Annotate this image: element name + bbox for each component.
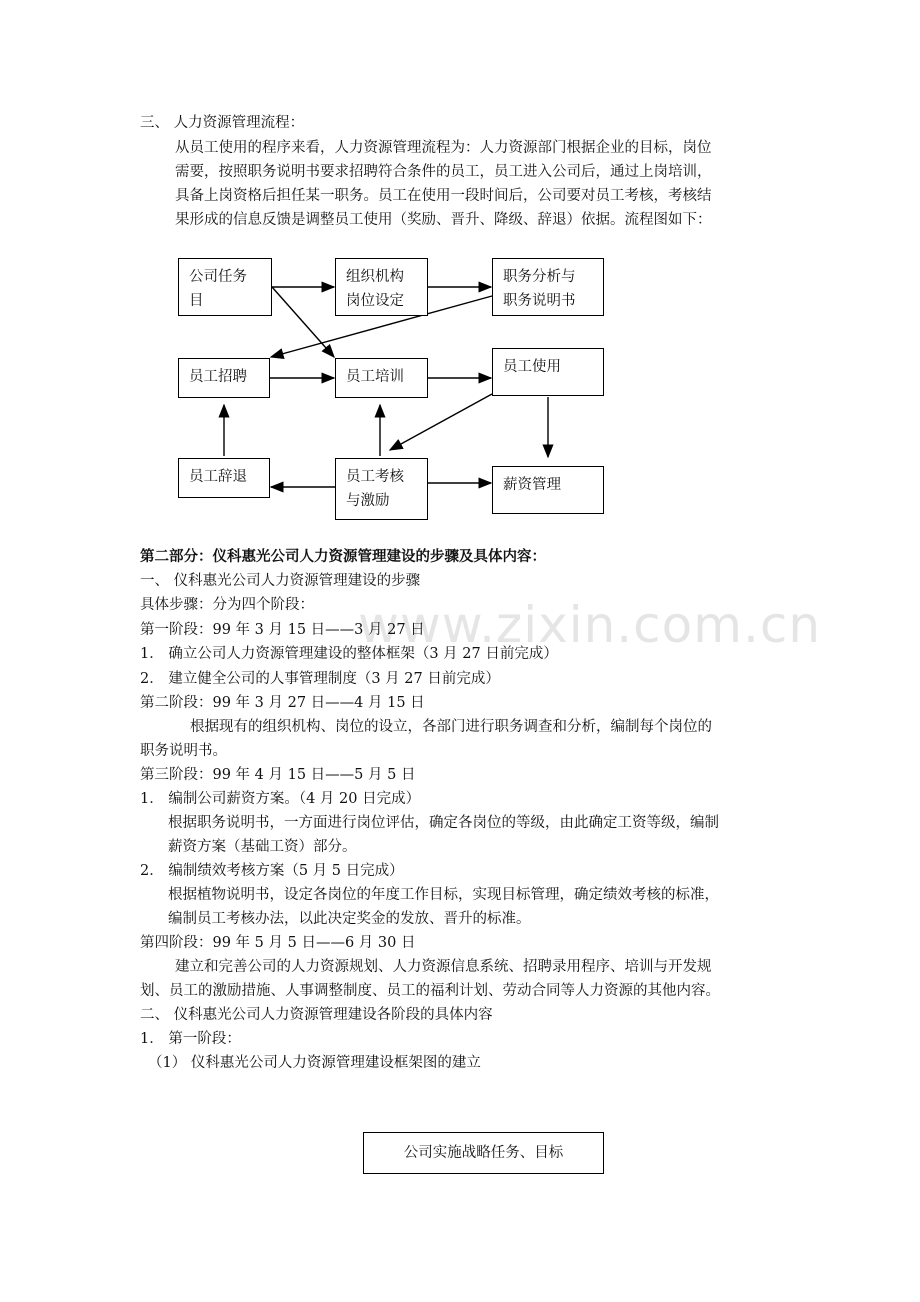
framework-box-strategy [363, 1132, 604, 1174]
text-line: 根据植物说明书，设定各岗位的年度工作目标，实现目标管理，确定绩效考核的标准， [168, 887, 719, 903]
text-line: 第三阶段：99 年 4 月 15 日——5 月 5 日 [140, 767, 416, 783]
flow-box-org-structure [335, 258, 428, 316]
flow-box-training [335, 358, 428, 398]
flow-box-recruit [178, 358, 270, 398]
box-line: 职务说明书 [503, 293, 576, 309]
flow-box-appraisal [335, 458, 428, 520]
box-line: 员工考核 [346, 469, 404, 485]
flow-box-company-task [178, 258, 272, 316]
text-line: 根据职务说明书，一方面进行岗位评估，确定各岗位的等级，由此确定工资等级，编制 [168, 815, 719, 831]
text-line: 职务说明书。 [140, 743, 227, 759]
box-line: 公司任务 [189, 269, 247, 285]
paragraph-line: 具备上岗资格后担任某一职务。员工在使用一段时间后，公司要对员工考核，考核结 [175, 188, 712, 204]
flow-box-usage [492, 348, 604, 396]
paragraph-line: 果形成的信息反馈是调整员工使用（奖励、晋升、降级、辞退）依据。流程图如下： [175, 212, 712, 228]
arrow [390, 394, 492, 450]
text-line: 1． 编制公司薪资方案。（4 月 20 日完成） [140, 791, 421, 807]
text-line: （1） 仪科惠光公司人力资源管理建设框架图的建立 [148, 1055, 481, 1071]
part-title: 第二部分：仪科惠光公司人力资源管理建设的步骤及具体内容： [140, 549, 546, 565]
box-line: 组织机构 [346, 269, 404, 285]
box-line: 员工招聘 [189, 369, 247, 385]
text-line: 编制员工考核办法，以此决定奖金的发放、晋升的标准。 [168, 911, 531, 927]
text-line: 建立和完善公司的人力资源规划、人力资源信息系统、招聘录用程序、培训与开发规 [175, 959, 712, 975]
box-line: 员工使用 [503, 359, 561, 375]
text-line: 2． 建立健全公司的人事管理制度（3 月 27 日前完成） [140, 671, 500, 687]
section-heading: 三、 人力资源管理流程： [140, 115, 305, 131]
box-line: 目 [189, 293, 204, 309]
text-line: 1． 第一阶段： [140, 1031, 241, 1047]
flow-box-dismissal [178, 458, 270, 498]
text-line: 第一阶段：99 年 3 月 15 日——3 月 27 日 [140, 622, 425, 638]
box-line: 岗位设定 [346, 293, 404, 309]
text-line: 具体步骤：分为四个阶段： [140, 597, 314, 613]
text-line: 划、员工的激励措施、人事调整制度、员工的福利计划、劳动合同等人力资源的其他内容。 [140, 983, 720, 999]
flow-box-job-analysis [492, 258, 604, 316]
text-line: 第四阶段：99 年 5 月 5 日——6 月 30 日 [140, 935, 416, 951]
paragraph-line: 从员工使用的程序来看，人力资源管理流程为：人力资源部门根据企业的目标，岗位 [175, 140, 712, 156]
text-line: 第二阶段：99 年 3 月 27 日——4 月 15 日 [140, 695, 425, 711]
text-line: 1． 确立公司人力资源管理建设的整体框架（3 月 27 日前完成） [140, 646, 558, 662]
box-line: 与激励 [346, 493, 390, 509]
text-line: 2． 编制绩效考核方案（5 月 5 日完成） [140, 863, 404, 879]
watermark: www.zixin.com.cn [358, 596, 822, 654]
box-line: 职务分析与 [503, 269, 576, 285]
arrow [272, 287, 334, 357]
box-line: 公司实施战略任务、目标 [403, 1145, 564, 1161]
text-line: 一、 仪科惠光公司人力资源管理建设的步骤 [140, 573, 421, 589]
box-line: 员工培训 [346, 369, 404, 385]
text-line: 二、 仪科惠光公司人力资源管理建设各阶段的具体内容 [140, 1007, 493, 1023]
text-line: 根据现有的组织机构、岗位的设立，各部门进行职务调查和分析，编制每个岗位的 [190, 719, 712, 735]
text-line: 薪资方案（基础工资）部分。 [168, 839, 357, 855]
box-line: 薪资管理 [503, 477, 561, 493]
box-line: 员工辞退 [189, 469, 247, 485]
paragraph-line: 需要，按照职务说明书要求招聘符合条件的员工，员工进入公司后，通过上岗培训， [175, 164, 712, 180]
flow-box-salary [492, 466, 604, 514]
